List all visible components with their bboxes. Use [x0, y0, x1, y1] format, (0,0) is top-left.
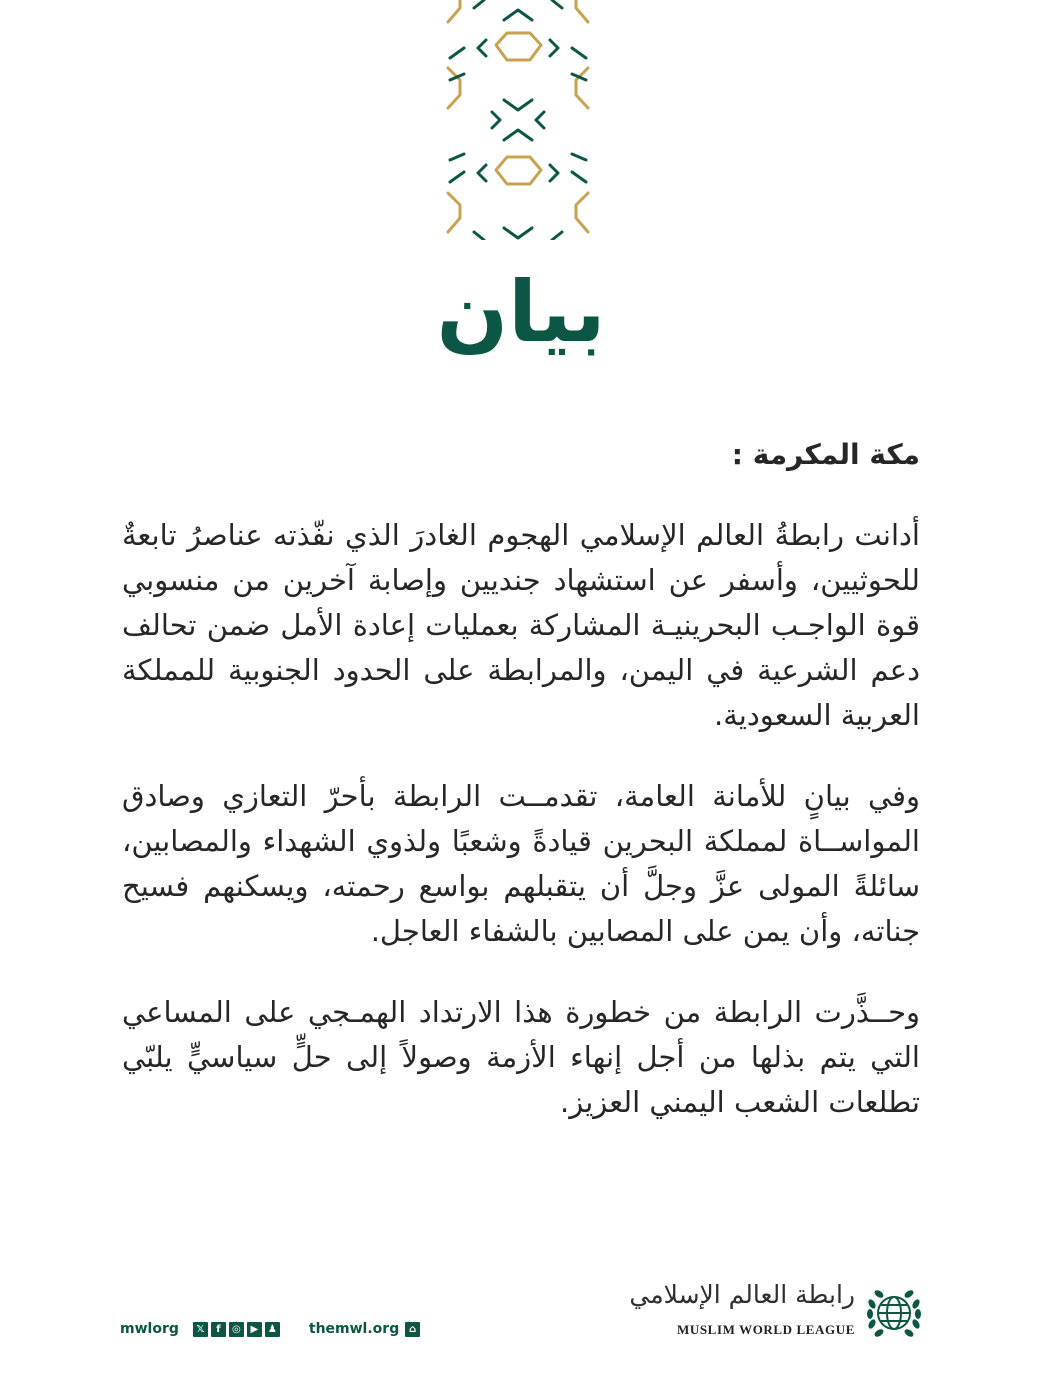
paragraph: أدانت رابطةُ العالم الإسلامي الهجوم الغادرَ الذي نفّذته عناصرُ تابعةٌ للحوثيين، وأسفر عن استشهاد جنديين وإصابة آخرين من منسوبي قوة الواجـب البحرينيـة المشاركة بعمليات إعادة الأمل ضمن تحالف دعم الشرعية في اليمن، والمرابطة على الحدود الجنوبية للمملكة العربية السعودية. [122, 518, 920, 732]
website-link[interactable]: themwl.org [308, 1321, 400, 1337]
footer-links [120, 1318, 423, 1340]
paragraph: وفي بيانٍ للأمانة العامة، تقدمــت الرابطة بأحرّ التعازي وصادق المواســاة لمملكة البحرين قيادةً وشعبًا ولذوي الشهداء والمصابين، سائلةً المولى عزَّ وجلَّ أن يتقبلهم بواسع رحمته، ويسكنهم فسيح جناته، وأن يمن على المصابين بالشفاء العاجل. [122, 779, 920, 948]
snapchat-icon[interactable]: ♟ [265, 1322, 280, 1337]
facebook-icon[interactable]: f [211, 1322, 226, 1337]
mwl-logo [629, 1278, 925, 1348]
x-icon[interactable]: 𝕏 [193, 1322, 208, 1337]
home-icon[interactable]: ⌂ [405, 1322, 420, 1337]
statement-body [122, 432, 920, 1161]
logo-arabic-text: رابطة العالم الإسلامي [629, 1280, 855, 1309]
geometric-ornament [446, 0, 590, 240]
dateline-location: مكة المكرمة : [731, 438, 920, 471]
globe-wreath-icon [863, 1282, 925, 1344]
instagram-icon[interactable]: ◎ [229, 1322, 244, 1337]
paragraph: وحــذَّرت الرابطة من خطورة هذا الارتداد الهمـجي على المساعي التي يتم بذلها من أجل إنهاء الأزمة وصولاً إلى حلٍّ سياسيٍّ يلبّي تطلعات الشعب اليمني العزيز. [122, 995, 920, 1119]
social-handle[interactable]: mwlorg [120, 1321, 179, 1337]
logo-english-text: MUSLIM WORLD LEAGUE [676, 1322, 855, 1337]
page-title: بيان [436, 263, 606, 361]
youtube-icon[interactable]: ▶ [247, 1322, 262, 1337]
